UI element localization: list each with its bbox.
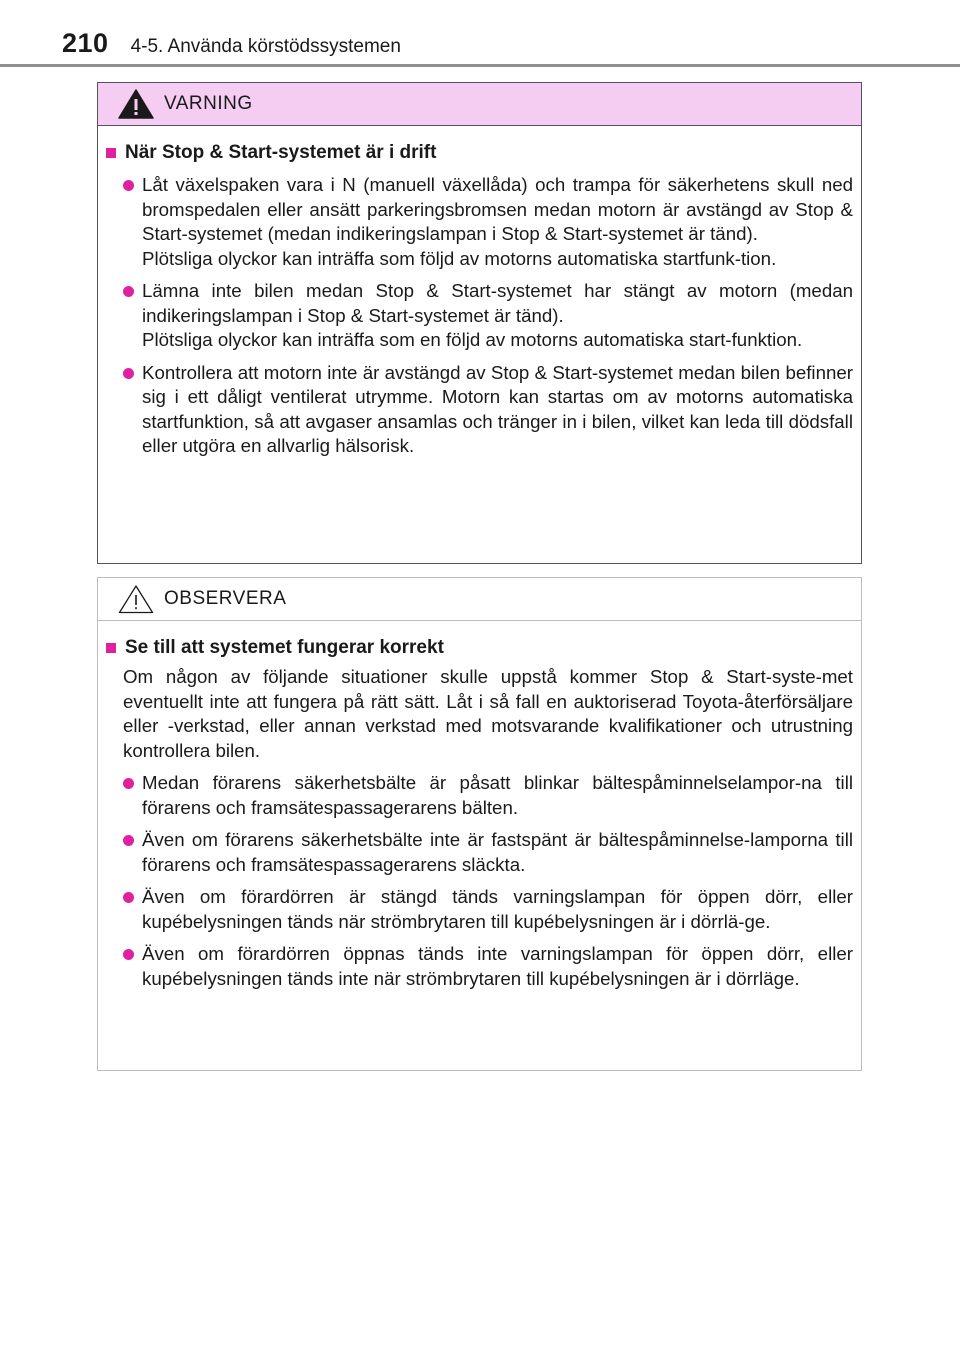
page-number: 210 bbox=[62, 28, 109, 58]
notice-heading-text: Se till att systemet fungerar korrekt bbox=[125, 637, 444, 658]
page-header bbox=[62, 28, 401, 62]
notice-intro: Om någon av följande situationer skulle uppstå kommer Stop & Start-syste-met eventuellt inte att fungera på rätt sätt. Låt i så fall en auktoriserad Toyota-återförsäljare eller -verkstad, eller annan verkstad med motsvarande kvalifikationer och utrustning kontrollera bilen. bbox=[123, 666, 853, 761]
notice-box-body bbox=[98, 621, 861, 991]
paragraph: Även om förardörren är stängd tänds varningslampan för öppen dörr, eller kupébelysningen tänds när strömbrytaren till kupébelysningen är i dörrlä-ge. bbox=[142, 886, 853, 932]
circle-bullet-icon bbox=[123, 368, 134, 379]
header-rule bbox=[0, 64, 960, 67]
caution-triangle-outline-icon bbox=[118, 584, 154, 614]
notice-bullet-2 bbox=[104, 828, 853, 877]
notice-bullet-4 bbox=[104, 942, 853, 991]
paragraph: Plötsliga olyckor kan inträffa som en följd av motorns automatiska start-funktion. bbox=[142, 329, 803, 350]
notice-heading bbox=[104, 635, 853, 660]
warning-label: VARNING bbox=[164, 93, 253, 114]
circle-bullet-icon bbox=[123, 892, 134, 903]
notice-box bbox=[97, 577, 862, 1071]
circle-bullet-icon bbox=[123, 949, 134, 960]
warning-box-header bbox=[98, 83, 861, 126]
paragraph: Även om förardörren öppnas tänds inte varningslampan för öppen dörr, eller kupébelysningen tänds inte när strömbrytaren till kupébelysningen är i dörrläge. bbox=[142, 943, 853, 989]
warning-bullet-2 bbox=[104, 279, 853, 353]
warning-bullet-3 bbox=[104, 361, 853, 459]
paragraph: Låt växelspaken vara i N (manuell växellåda) och trampa för säkerhetens skull ned bromspedalen eller ansätt parkeringsbromsen medan motorn är avstängd av Stop & Start-systemet (medan indikeringslampan i Stop & Start-systemet är tänd). bbox=[142, 174, 853, 244]
circle-bullet-icon bbox=[123, 835, 134, 846]
square-bullet-icon bbox=[106, 643, 116, 653]
warning-bullet-1 bbox=[104, 173, 853, 271]
notice-bullet-3 bbox=[104, 885, 853, 934]
circle-bullet-icon bbox=[123, 778, 134, 789]
section-title: 4-5. Använda körstödssystemen bbox=[130, 36, 401, 57]
circle-bullet-icon bbox=[123, 180, 134, 191]
paragraph: Lämna inte bilen medan Stop & Start-systemet har stängt av motorn (medan indikeringslampan i Stop & Start-systemet är tänd). bbox=[142, 280, 853, 326]
paragraph: Medan förarens säkerhetsbälte är påsatt blinkar bältespåminnelselampor-na till förarens och framsätespassagerarens bälten. bbox=[142, 772, 853, 818]
paragraph: Plötsliga olyckor kan inträffa som följd av motorns automatiska startfunk-tion. bbox=[142, 247, 777, 269]
square-bullet-icon bbox=[106, 148, 116, 158]
notice-bullet-1 bbox=[104, 771, 853, 820]
warning-triangle-icon bbox=[118, 89, 154, 119]
warning-box bbox=[97, 82, 862, 564]
warning-heading-text: När Stop & Start-systemet är i drift bbox=[125, 142, 437, 163]
notice-label: OBSERVERA bbox=[164, 588, 287, 609]
circle-bullet-icon bbox=[123, 286, 134, 297]
warning-box-body bbox=[98, 126, 861, 459]
warning-heading bbox=[104, 140, 853, 165]
paragraph: Kontrollera att motorn inte är avstängd av Stop & Start-systemet medan bilen befinner sig i ett dåligt ventilerat utrymme. Motorn kan startas om av motorns automatiska startfunktion, så att avgaser ansamlas och tränger in i bilen, vilket kan leda till dödsfall eller utgöra en allvarlig hälsorisk. bbox=[142, 361, 853, 456]
notice-box-header bbox=[98, 578, 861, 621]
paragraph: Även om förarens säkerhetsbälte inte är fastspänt är bältespåminnelse-lamporna till förarens och framsätespassagerarens släckta. bbox=[142, 829, 853, 875]
